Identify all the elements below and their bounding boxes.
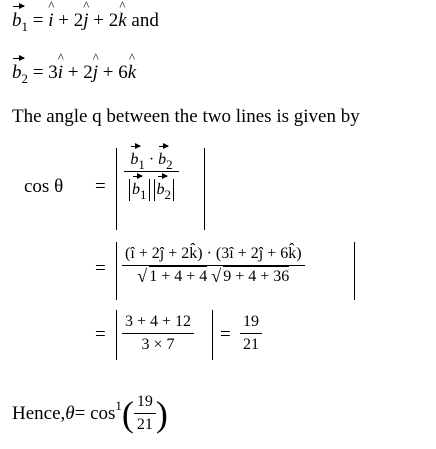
vector-b2: b xyxy=(12,62,22,83)
fraction-2-numerator: (î + 2ĵ + 2k̂) · (3î + 2ĵ + 6k̂) xyxy=(125,245,302,262)
abs-bar-right-3 xyxy=(212,310,213,360)
conclusion-numerator: 19 xyxy=(136,393,153,410)
fraction-result xyxy=(240,312,262,355)
term-2k-coef: + 2 xyxy=(93,10,119,31)
left-paren: ( xyxy=(121,393,134,434)
fraction-2 xyxy=(122,244,305,287)
fraction-1 xyxy=(124,150,179,201)
result-bar xyxy=(240,333,262,334)
unit-vector-j: ^ j xyxy=(83,10,88,32)
fraction-3-numerator: 3 + 4 + 12 xyxy=(125,313,192,330)
fraction-1-denominator: $b_1$ $b_2$ xyxy=(124,173,179,201)
equation-b1 xyxy=(12,10,159,32)
fraction-2-denominator xyxy=(134,267,292,287)
sqrt-right: √ 9 + 4 + 36 xyxy=(211,267,289,287)
cos-superscript: 1 xyxy=(115,397,122,413)
fraction-3 xyxy=(122,312,194,355)
and-word: and xyxy=(126,10,159,31)
hence-label: Hence, xyxy=(12,402,66,424)
equals-cos: = cos xyxy=(74,402,116,424)
subscript-1: 1 xyxy=(21,19,28,34)
equals-sign-2: = xyxy=(95,258,106,279)
unit-vector-k: ^ k xyxy=(128,62,136,84)
abs-bar-right-1 xyxy=(204,148,205,230)
equals-sign: = xyxy=(32,10,44,31)
fraction-3-bar xyxy=(122,333,194,334)
conclusion-fraction xyxy=(134,392,156,435)
subscript-2: 2 xyxy=(21,71,28,86)
unit-vector-i: ^ i xyxy=(58,62,63,84)
conclusion-bar xyxy=(134,413,156,414)
fraction-1-numerator: $b_1 \cdot b_2$ xyxy=(130,151,173,172)
term-6k-coef: + 6 xyxy=(102,62,128,83)
unit-vector-j: ^ j xyxy=(93,62,98,84)
cos-theta-label: cos θ xyxy=(24,176,64,197)
equals-sign-1: = xyxy=(95,176,106,197)
result-numerator: 19 xyxy=(243,313,259,330)
fraction-3-denominator: 3 × 7 xyxy=(141,336,175,353)
abs-bar-left-1 xyxy=(116,148,117,230)
theta-symbol: θ xyxy=(65,402,75,424)
conclusion-denominator: 21 xyxy=(136,416,153,433)
angle-sentence: The angle q between the two lines is given by xyxy=(12,106,360,127)
equation-b2 xyxy=(12,62,136,84)
term-2j-coef: + 2 xyxy=(58,10,84,31)
equals-sign-3: = xyxy=(95,324,106,345)
result-denominator: 21 xyxy=(243,336,259,353)
abs-bar-left-2 xyxy=(116,242,117,300)
right-paren: ) xyxy=(155,393,168,434)
equals-3: = 3 xyxy=(32,62,58,83)
conclusion-line xyxy=(12,392,168,435)
abs-bar-right-2 xyxy=(354,242,355,300)
vector-b1: b xyxy=(12,10,22,31)
abs-bar-left-3 xyxy=(116,310,117,360)
term-2j-coef: + 2 xyxy=(67,62,93,83)
equals-sign-4: = xyxy=(220,324,231,345)
sqrt-left: √ 1 + 4 + 4 xyxy=(137,267,207,287)
unit-vector-i: ^ i xyxy=(48,10,53,32)
unit-vector-k: ^ k xyxy=(118,10,126,32)
